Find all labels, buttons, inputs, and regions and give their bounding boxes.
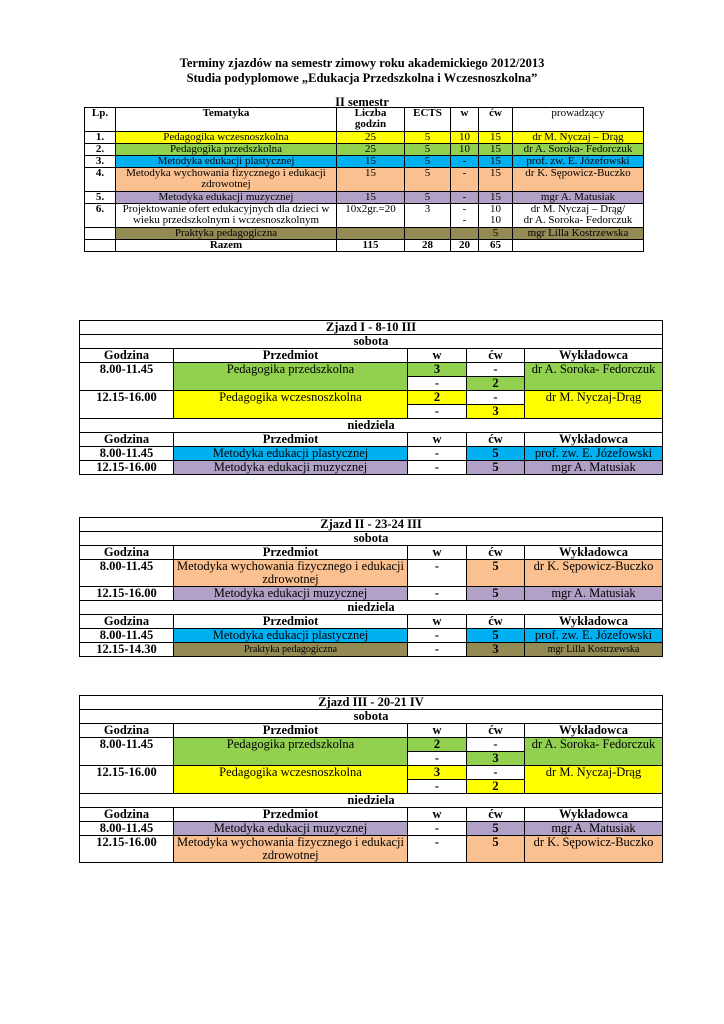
- row-w: -: [451, 156, 479, 168]
- empty-cell: [85, 240, 116, 252]
- row-w-1: -: [462, 203, 467, 215]
- teacher-cell: dr A. Soroka- Fedorczuk: [525, 738, 663, 766]
- col-w: w: [408, 433, 467, 447]
- w-cell: -: [408, 643, 467, 657]
- table-row: [80, 766, 663, 780]
- col-cw: ćw: [467, 615, 525, 629]
- cw-cell: 3: [467, 643, 525, 657]
- row-cw: 15: [479, 144, 513, 156]
- table-row: [80, 363, 663, 377]
- w-cell: 3: [408, 766, 467, 780]
- zjazd-title: Zjazd III - 20-21 IV: [80, 696, 663, 710]
- row-teacher-2: dr A. Soroka- Fedorczuk: [523, 214, 633, 226]
- total-ects: 28: [405, 240, 451, 252]
- col-godzina: Godzina: [80, 349, 174, 363]
- w-cell: -: [408, 836, 467, 863]
- teacher-cell: prof. zw. E. Józefowski: [525, 629, 663, 643]
- empty-cell: [513, 240, 644, 252]
- col-teacher: prowadzący: [513, 108, 644, 132]
- col-przedmiot: Przedmiot: [174, 724, 408, 738]
- col-przedmiot: Przedmiot: [174, 349, 408, 363]
- subject-cell: Metodyka wychowania fizycznego i edukacji zdrowotnej: [174, 836, 408, 863]
- col-przedmiot: Przedmiot: [174, 433, 408, 447]
- row-teacher: dr M. Nyczaj – Drąg: [513, 132, 644, 144]
- cw-cell: 5: [467, 629, 525, 643]
- cw-cell: -: [467, 738, 525, 752]
- zjazd-title: Zjazd I - 8-10 III: [80, 321, 663, 335]
- col-w: w: [408, 546, 467, 560]
- row-cw: [479, 204, 513, 228]
- semester-heading: II semestr: [335, 95, 389, 109]
- subject-cell: Metodyka edukacji muzycznej: [174, 587, 408, 601]
- practice-row: [85, 228, 644, 240]
- subject-cell: Pedagogika przedszkolna: [174, 363, 408, 391]
- row-teacher: mgr A. Matusiak: [513, 192, 644, 204]
- row-ects: 5: [405, 168, 451, 192]
- row-cw: 15: [479, 132, 513, 144]
- row-lp: 6.: [85, 204, 116, 228]
- cw-cell: 5: [467, 587, 525, 601]
- subject-cell: Pedagogika wczesnoszkolna: [174, 766, 408, 794]
- cw-cell: 5: [467, 461, 525, 475]
- table-row: [85, 168, 644, 192]
- w-cell: -: [408, 560, 467, 587]
- row-teacher: dr K. Sępowicz-Buczko: [513, 168, 644, 192]
- cw-cell: 5: [467, 836, 525, 863]
- time-cell: 8.00-11.45: [80, 822, 174, 836]
- w-cell: -: [408, 447, 467, 461]
- day-saturday: sobota: [80, 532, 663, 546]
- summary-header-row: [85, 108, 644, 132]
- table-row: [80, 629, 663, 643]
- table-row: [85, 144, 644, 156]
- table-row: [80, 560, 663, 587]
- col-przedmiot: Przedmiot: [174, 615, 408, 629]
- w-cell: -: [408, 405, 467, 419]
- day-saturday: sobota: [80, 335, 663, 349]
- table-row: [80, 822, 663, 836]
- col-wykladowca: Wykładowca: [525, 615, 663, 629]
- teacher-cell: dr M. Nyczaj-Drąg: [525, 766, 663, 794]
- total-label: Razem: [116, 240, 337, 252]
- w-cell: -: [408, 780, 467, 794]
- table-row: [80, 643, 663, 657]
- table-row: [80, 587, 663, 601]
- teacher-cell: mgr Lilla Kostrzewska: [525, 643, 663, 657]
- col-wykladowca: Wykładowca: [525, 433, 663, 447]
- cw-cell: -: [467, 391, 525, 405]
- row-lp: 3.: [85, 156, 116, 168]
- cw-cell: 5: [467, 822, 525, 836]
- row-w-2: -: [462, 214, 467, 226]
- empty-cell: [451, 228, 479, 240]
- row-hours: 15: [337, 168, 405, 192]
- cw-cell: 5: [467, 560, 525, 587]
- col-w: w: [451, 108, 479, 132]
- zjazd-1-table: [79, 320, 663, 475]
- col-wykladowca: Wykładowca: [525, 724, 663, 738]
- row-cw: 5: [479, 228, 513, 240]
- row-teacher: [513, 204, 644, 228]
- time-cell: 8.00-11.45: [80, 738, 174, 766]
- col-w: w: [408, 808, 467, 822]
- row-topic: Projektowanie ofert edukacyjnych dla dzieci w wieku przedszkolnym i wczesnoszkolnym: [116, 204, 337, 228]
- cw-cell: 2: [467, 780, 525, 794]
- col-cw: ćw: [479, 108, 513, 132]
- col-cw: ćw: [467, 349, 525, 363]
- row-ects: 5: [405, 144, 451, 156]
- col-godzina: Godzina: [80, 433, 174, 447]
- w-cell: 2: [408, 391, 467, 405]
- row-topic: Metodyka edukacji muzycznej: [116, 192, 337, 204]
- day-sunday: niedziela: [80, 794, 663, 808]
- cw-cell: -: [467, 766, 525, 780]
- subject-cell: Metodyka edukacji plastycznej: [174, 629, 408, 643]
- table-row: [85, 132, 644, 144]
- row-topic: Praktyka pedagogiczna: [116, 228, 337, 240]
- col-lp: Lp.: [85, 108, 116, 132]
- empty-cell: [405, 228, 451, 240]
- total-w: 20: [451, 240, 479, 252]
- zjazd-title: Zjazd II - 23-24 III: [80, 518, 663, 532]
- row-teacher: prof. zw. E. Józefowski: [513, 156, 644, 168]
- total-cw: 65: [479, 240, 513, 252]
- row-lp: 4.: [85, 168, 116, 192]
- subject-cell: Pedagogika wczesnoszkolna: [174, 391, 408, 419]
- zjazd-2-table: [79, 517, 663, 657]
- row-hours: 25: [337, 144, 405, 156]
- w-cell: 2: [408, 738, 467, 752]
- row-topic: Metodyka wychowania fizycznego i edukacji zdrowotnej: [116, 168, 337, 192]
- col-godzina: Godzina: [80, 546, 174, 560]
- row-lp: 5.: [85, 192, 116, 204]
- col-ects: ECTS: [405, 108, 451, 132]
- teacher-cell: mgr A. Matusiak: [525, 822, 663, 836]
- row-teacher: dr A. Soroka- Fedorczuk: [513, 144, 644, 156]
- subject-cell: Metodyka edukacji plastycznej: [174, 447, 408, 461]
- time-cell: 12.15-16.00: [80, 587, 174, 601]
- table-row: [85, 192, 644, 204]
- row-lp: 1.: [85, 132, 116, 144]
- row-hours: 10x2gr.=20: [337, 204, 405, 228]
- teacher-cell: dr A. Soroka- Fedorczuk: [525, 363, 663, 391]
- row-hours: 15: [337, 156, 405, 168]
- row-topic: Metodyka edukacji plastycznej: [116, 156, 337, 168]
- table-row: [80, 738, 663, 752]
- row-ects: 3: [405, 204, 451, 228]
- day-sunday: niedziela: [80, 601, 663, 615]
- row-lp: 2.: [85, 144, 116, 156]
- w-cell: -: [408, 461, 467, 475]
- w-cell: -: [408, 587, 467, 601]
- w-cell: -: [408, 377, 467, 391]
- row-cw: 15: [479, 168, 513, 192]
- table-row: [80, 391, 663, 405]
- row-hours: 15: [337, 192, 405, 204]
- cw-cell: 5: [467, 447, 525, 461]
- row-ects: 5: [405, 132, 451, 144]
- col-godzina: Godzina: [80, 724, 174, 738]
- subject-cell: Pedagogika przedszkolna: [174, 738, 408, 766]
- day-sunday: niedziela: [80, 419, 663, 433]
- empty-cell: [337, 228, 405, 240]
- table-row: [85, 204, 644, 228]
- row-ects: 5: [405, 156, 451, 168]
- row-w: -: [451, 192, 479, 204]
- teacher-cell: prof. zw. E. Józefowski: [525, 447, 663, 461]
- w-cell: 3: [408, 363, 467, 377]
- subject-cell: Metodyka edukacji muzycznej: [174, 461, 408, 475]
- cw-cell: -: [467, 363, 525, 377]
- col-wykladowca: Wykładowca: [525, 546, 663, 560]
- document-subtitle: Studia podyplomowe „Edukacja Przedszkolna i Wczesnoszkolna”: [186, 71, 538, 85]
- col-godzina: Godzina: [80, 615, 174, 629]
- time-cell: 8.00-11.45: [80, 447, 174, 461]
- row-w: [451, 204, 479, 228]
- teacher-cell: mgr A. Matusiak: [525, 461, 663, 475]
- col-przedmiot: Przedmiot: [174, 808, 408, 822]
- row-w: 10: [451, 132, 479, 144]
- document-title: Terminy zjazdów na semestr zimowy roku akademickiego 2012/2013: [179, 56, 545, 70]
- row-hours: 25: [337, 132, 405, 144]
- row-cw: 15: [479, 192, 513, 204]
- col-cw: ćw: [467, 546, 525, 560]
- time-cell: 8.00-11.45: [80, 560, 174, 587]
- time-cell: 8.00-11.45: [80, 629, 174, 643]
- row-teacher-1: dr M. Nyczaj – Drąg/: [530, 203, 626, 215]
- col-wykladowca: Wykładowca: [525, 808, 663, 822]
- col-przedmiot: Przedmiot: [174, 546, 408, 560]
- empty-cell: [85, 228, 116, 240]
- table-row: [80, 836, 663, 863]
- col-godzina: Godzina: [80, 808, 174, 822]
- col-wykladowca: Wykładowca: [525, 349, 663, 363]
- cw-cell: 3: [467, 405, 525, 419]
- col-hours: Liczba godzin: [337, 108, 405, 132]
- subject-cell: Metodyka wychowania fizycznego i edukacji zdrowotnej: [174, 560, 408, 587]
- row-teacher: mgr Lilla Kostrzewska: [513, 228, 644, 240]
- teacher-cell: dr K. Sępowicz-Buczko: [525, 560, 663, 587]
- col-cw: ćw: [467, 808, 525, 822]
- time-cell: 12.15-16.00: [80, 836, 174, 863]
- row-w: 10: [451, 144, 479, 156]
- row-topic: Pedagogika przedszkolna: [116, 144, 337, 156]
- w-cell: -: [408, 822, 467, 836]
- time-cell: 12.15-16.00: [80, 461, 174, 475]
- row-cw-2: 10: [490, 214, 501, 226]
- w-cell: -: [408, 629, 467, 643]
- subject-cell: Metodyka edukacji muzycznej: [174, 822, 408, 836]
- table-row: [85, 156, 644, 168]
- col-cw: ćw: [467, 724, 525, 738]
- row-w: -: [451, 168, 479, 192]
- teacher-cell: dr K. Sępowicz-Buczko: [525, 836, 663, 863]
- time-cell: 12.15-16.00: [80, 766, 174, 794]
- col-w: w: [408, 615, 467, 629]
- row-topic: Pedagogika wczesnoszkolna: [116, 132, 337, 144]
- table-row: [80, 447, 663, 461]
- teacher-cell: mgr A. Matusiak: [525, 587, 663, 601]
- col-cw: ćw: [467, 433, 525, 447]
- row-ects: 5: [405, 192, 451, 204]
- summary-table: [84, 107, 644, 252]
- teacher-cell: dr M. Nyczaj-Drąg: [525, 391, 663, 419]
- row-cw-1: 10: [490, 203, 501, 215]
- time-cell: 8.00-11.45: [80, 363, 174, 391]
- total-row: [85, 240, 644, 252]
- col-w: w: [408, 724, 467, 738]
- col-w: w: [408, 349, 467, 363]
- w-cell: -: [408, 752, 467, 766]
- table-row: [80, 461, 663, 475]
- cw-cell: 2: [467, 377, 525, 391]
- subject-cell: Praktyka pedagogiczna: [174, 643, 408, 657]
- row-cw: 15: [479, 156, 513, 168]
- cw-cell: 3: [467, 752, 525, 766]
- col-topic: Tematyka: [116, 108, 337, 132]
- time-cell: 12.15-16.00: [80, 391, 174, 419]
- day-saturday: sobota: [80, 710, 663, 724]
- time-cell: 12.15-14.30: [80, 643, 174, 657]
- total-hours: 115: [337, 240, 405, 252]
- zjazd-3-table: [79, 695, 663, 863]
